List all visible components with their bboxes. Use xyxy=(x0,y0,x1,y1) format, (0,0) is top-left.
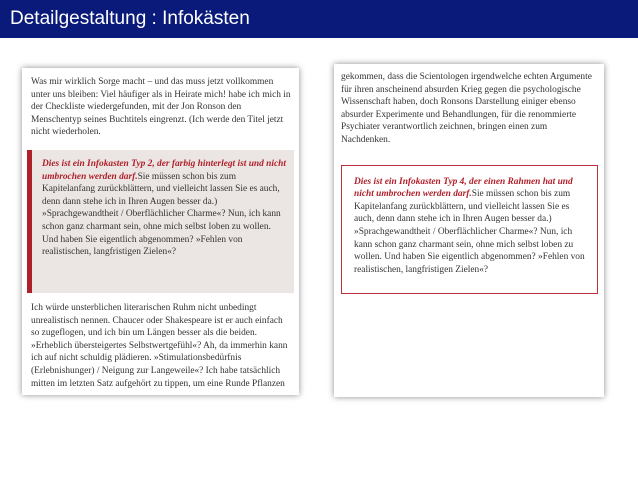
infobox-type-2-text: Sie müssen schon bis zum Kapitelanfang zurückblättern, und vielleicht lassen Sie es auch, denn dann stehe ich in Ihren Augen besser da.) »Sprachgewandtheit / Oberflächlicher Charme«? Nun, ich kann schon ganz charmant sein, ohne mich selbst loben zu wollen. Und haben Sie eigentlich abgenommen? »Fehlen von realistischen, langfristigen Zielen«? xyxy=(42,171,281,258)
right-page-scan xyxy=(334,64,604,397)
infobox-type-4 xyxy=(341,165,598,294)
infobox-type-4-text: Sie müssen schon bis zum Kapitelanfang zurückblättern, und vielleicht lassen Sie es auch, denn dann stehe ich in Ihren Augen besser da.) »Sprachgewandtheit / Oberflächlicher Charme«? Nun, ich kann schon ganz charmant sein, ohne mich selbst loben zu wollen. Und haben Sie eigentlich abgenommen? »Fehlen von realistischen, langfristigen Zielen«? xyxy=(354,189,585,275)
left-page-scan xyxy=(22,68,299,395)
right-intro-paragraph: gekommen, dass die Scientologen irgendwelche echten Argumente für ihren anscheinend absurden Krieg gegen die psychologische Wissenschaft haben, doch Ronsons Darstellung einiger ebenso absurder Experimente und Behandlungen, für die renommierte Psychiater verantwortlich zeichnen, bringen einen zum Nachdenken. xyxy=(341,72,592,145)
left-body-paragraph: Ich würde unsterblichen literarischen Ruhm nicht unbedingt unrealistisch nennen. Chaucer oder Shakespeare ist er auch einfach so zugeflogen, und ich bin um Längen besser als die beiden. »Erheblich übersteigertes Selbstwertgefühl«? Ah, da immerhin kann ich auf nicht schuldig plädieren. »Stimulationsbedürfnis (Erlebnishunger) / Neigung zur Langeweile«? Ich habe tatsächlich mitten im letzten Satz aufgehört zu tippen, um eine Runde Pflanzen xyxy=(31,302,288,389)
slide-title-bar xyxy=(0,0,638,38)
slide-title: Detailgestaltung : Infokästen xyxy=(10,8,250,29)
left-intro-paragraph: Was mir wirklich Sorge macht – und das muss jetzt vollkommen unter uns bleiben: Viel häufiger als in Heirate mich! habe ich mich in der Checkliste wiedergefunden, mit der Jon Ronson den Menschentyp seines Buchtitels eingrenzt. (Ich werde den Titel jetzt nicht wiederholen. xyxy=(31,77,291,138)
infobox-type-2-heading: Dies ist ein Infokasten Typ 2, der farbig hinterlegt ist und nicht umbrochen werden darf. xyxy=(42,158,286,182)
infobox-type-2 xyxy=(27,150,294,293)
infobox-type-4-heading: Dies ist ein Infokasten Typ 4, der einen Rahmen hat und nicht umbrochen werden darf. xyxy=(354,176,573,200)
